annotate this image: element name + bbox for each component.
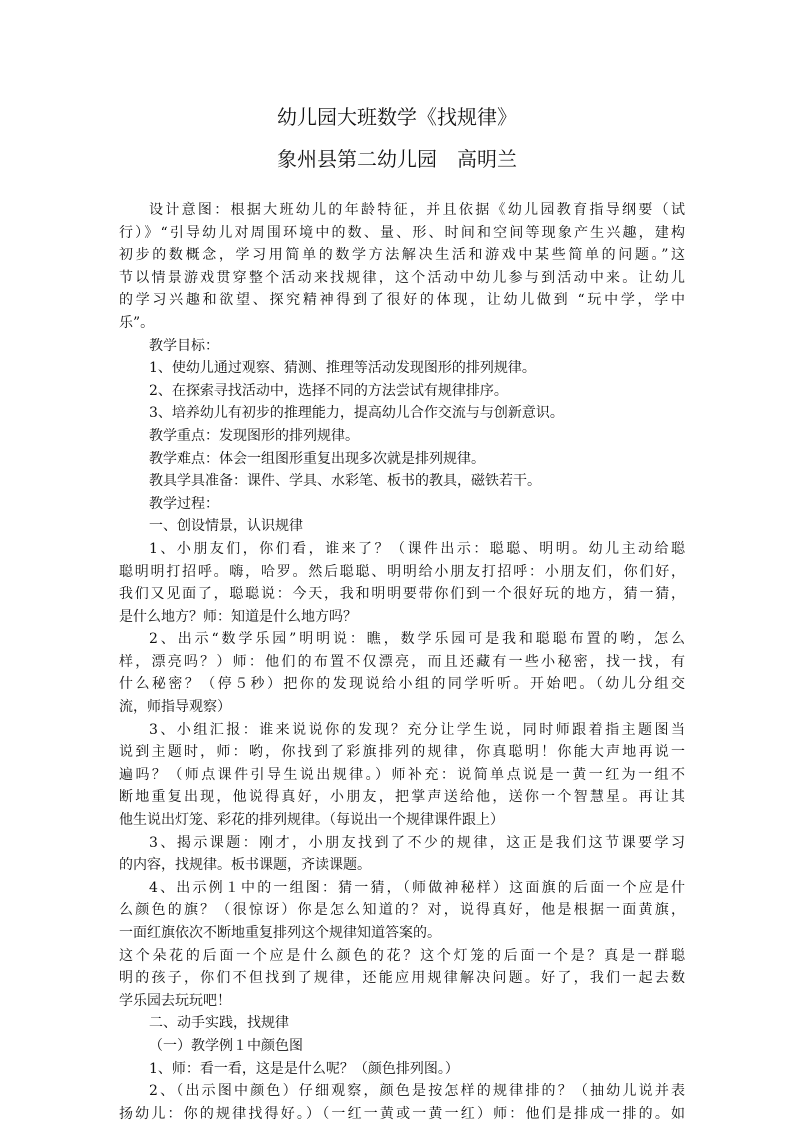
body-line: 1、师：看一看，这是是什么呢？（颜色排列图。） bbox=[149, 1060, 459, 1077]
body-line: 1、使幼儿通过观察、猜测、推理等活动发现图形的排列规律。 bbox=[149, 360, 536, 377]
body-line: 1、小朋友们，你们看，谁来了？（课件出示：聪聪、明明。幼儿主动给聪 bbox=[149, 540, 685, 557]
body-line: 说到主题时，师：哟，你找到了彩旗排列的规律，你真聪明！你能大声地再说一 bbox=[119, 744, 685, 761]
body-line: 教学难点：体会一组图形重复出现多次就是排列规律。 bbox=[149, 450, 485, 467]
author-line: 象州县第二幼儿园 高明兰 bbox=[277, 147, 517, 171]
body-line: 么颜色的旗？（很惊讶）你是怎么知道的？对，说得真好，他是根据一面黄旗， bbox=[119, 902, 685, 919]
body-line: 教学重点：发现图形的排列规律。 bbox=[149, 427, 359, 444]
section-heading: 二、动手实践，找规律 bbox=[149, 1015, 289, 1032]
body-line: 学乐园去玩玩吧！ bbox=[119, 992, 231, 1009]
body-line: 什么秘密？（停５秒）把你的发现说给小组的同学听听。开始吧。（幼儿分组交 bbox=[119, 676, 685, 693]
body-line: 断地重复出现，他说得真好，小朋友，把掌声送给他，送你一个智慧星。再让其 bbox=[119, 789, 685, 806]
body-line: 的学习兴趣和欲望、探究精神得到了很好的体现，让幼儿做到 “玩中学，学中 bbox=[119, 292, 685, 309]
body-line: 我们又见面了，聪聪说：今天，我和明明要带你们到一个很好玩的地方，猜一猜， bbox=[119, 586, 685, 603]
body-line: 4、出示例１中的一组图：猜一猜，（师做神秘样）这面旗的后面一个应是什 bbox=[149, 879, 685, 896]
body-line: 3、培养幼儿有初步的推理能力，提高幼儿合作交流与与创新意识。 bbox=[149, 405, 564, 422]
document-body bbox=[119, 199, 685, 1125]
document-title: 幼儿园大班数学《找规律》 bbox=[277, 105, 517, 129]
body-line: 聪明明打招呼。嗨，哈罗。然后聪聪、明明给小朋友打招呼：小朋友们，你们好， bbox=[119, 563, 685, 580]
body-line: 2、出示“数学乐园”明明说：瞧，数学乐园可是我和聪聪布置的哟，怎么 bbox=[149, 631, 685, 648]
body-line: 初步的数概念，学习用简单的数学方法解决生活和游戏中某些简单的问题。”这 bbox=[119, 247, 685, 264]
body-line: 设计意图：根据大班幼儿的年龄特征，并且依据《幼儿园教育指导纲要（试 bbox=[149, 202, 685, 218]
body-line: 明的孩子，你们不但找到了规律，还能应用规律解决问题。好了，我们一起去数 bbox=[119, 970, 685, 987]
body-line: 样，漂亮吗？）师：他们的布置不仅漂亮，而且还藏有一些小秘密，找一找，有 bbox=[119, 653, 685, 670]
body-line: 教具学具准备：课件、学具、水彩笔、板书的教具，磁铁若干。 bbox=[149, 473, 541, 490]
body-line: 2、在探索寻找活动中，选择不同的方法尝试有规律排序。 bbox=[149, 382, 508, 399]
body-line: 扬幼儿：你的规律找得好。）（一红一黄或一黄一红）师：他们是排成一排的。如 bbox=[119, 1105, 685, 1122]
body-line: 一面红旗依次不断地重复排列这个规律知道答案的。 bbox=[119, 925, 441, 941]
body-line: 行）》“引导幼儿对周围环境中的数、量、形、时间和空间等现象产生兴趣，建构 bbox=[119, 224, 685, 241]
body-line: 2、（出示图中颜色）仔细观察，颜色是按怎样的规律排的？（抽幼儿说并表 bbox=[149, 1083, 685, 1100]
body-line: 他生说出灯笼、彩花的排列规律。（每说出一个规律课件跟上） bbox=[119, 812, 504, 829]
body-line: 这个朵花的后面一个应是什么颜色的花？这个灯笼的后面一个是？真是一群聪 bbox=[119, 947, 685, 964]
body-line: 教学过程： bbox=[149, 495, 219, 512]
body-line: 乐”。 bbox=[119, 314, 155, 331]
body-line: 节以情景游戏贯穿整个活动来找规律，这个活动中幼儿参与到活动中来。让幼儿 bbox=[119, 269, 685, 286]
body-line: 的内容，找规律。板书课题，齐读课题。 bbox=[119, 857, 371, 874]
body-line: 3、小组汇报：谁来说说你的发现？充分让学生说，同时师跟着指主题图当 bbox=[149, 721, 685, 738]
body-line: 是什么地方？师：知道是什么地方吗？ bbox=[119, 608, 357, 625]
body-line: 教学目标： bbox=[149, 337, 219, 354]
body-line: 3、揭示课题：刚才，小朋友找到了不少的规律，这正是我们这节课要学习 bbox=[149, 834, 685, 851]
subsection-heading: （一）教学例１中颜色图 bbox=[149, 1037, 303, 1054]
section-heading: 一、创设情景，认识规律 bbox=[149, 518, 303, 535]
body-line: 遍吗？（师点课件引导生说出规律。）师补充：说简单点说是一黄一红为一组不 bbox=[119, 766, 685, 783]
body-line: 流，师指导观察） bbox=[119, 699, 231, 716]
